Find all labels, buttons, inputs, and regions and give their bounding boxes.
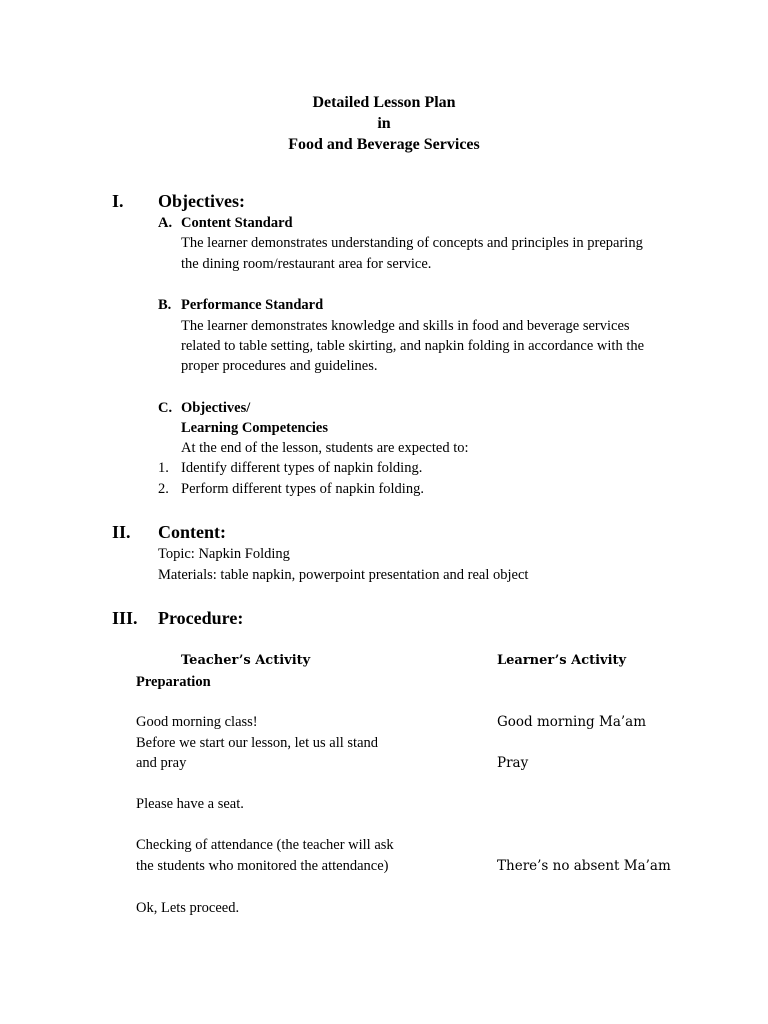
section-number-content: II.: [112, 522, 131, 542]
competencies-intro: At the end of the lesson, students are expected to:: [181, 440, 469, 456]
content-standard-text: the dining room/restaurant area for service.: [181, 256, 432, 272]
section-heading-objectives: Objectives:: [158, 191, 245, 211]
learner-line: Pray: [497, 755, 529, 771]
teacher-line: Ok, Lets proceed.: [136, 900, 240, 916]
subsection-letter-a: A.: [158, 215, 173, 231]
section-number-objectives: I.: [112, 191, 124, 211]
section-heading-content: Content:: [158, 522, 226, 542]
teacher-line: the students who monitored the attendance): [136, 858, 389, 874]
teacher-line: and pray: [136, 755, 187, 771]
list-item-number: 1.: [158, 460, 169, 476]
content-materials: Materials: table napkin, powerpoint presentation and real object: [158, 567, 529, 583]
doc-title-line-3: Food and Beverage Services: [288, 136, 480, 153]
performance-standard-text: related to table setting, table skirting, and napkin folding in accordance with the: [181, 338, 645, 354]
teacher-line: Checking of attendance (the teacher will ask: [136, 837, 394, 853]
subsection-heading-content-standard: Content Standard: [181, 215, 293, 231]
subsection-heading-objectives: Objectives/: [181, 400, 251, 416]
learner-line: Good morning Ma’am: [497, 714, 647, 730]
teacher-activity-header: Teacher’s Activity: [181, 653, 311, 668]
subsection-letter-c: C.: [158, 400, 173, 416]
content-standard-text: The learner demonstrates understanding of concepts and principles in preparing: [181, 235, 643, 251]
teacher-line: Good morning class!: [136, 714, 258, 730]
subsection-letter-b: B.: [158, 297, 172, 313]
list-item-number: 2.: [158, 481, 169, 497]
preparation-heading: Preparation: [136, 674, 211, 690]
section-heading-procedure: Procedure:: [158, 608, 244, 628]
teacher-line: Please have a seat.: [136, 796, 244, 812]
doc-title-line-2: in: [377, 115, 391, 132]
performance-standard-text: The learner demonstrates knowledge and skills in food and beverage services: [181, 318, 630, 334]
learner-activity-header: Learner’s Activity: [497, 653, 627, 668]
teacher-line: Before we start our lesson, let us all stand: [136, 735, 379, 751]
subsection-heading-performance-standard: Performance Standard: [181, 297, 324, 313]
list-item: Perform different types of napkin folding.: [181, 481, 424, 497]
performance-standard-text: proper procedures and guidelines.: [181, 358, 378, 374]
list-item: Identify different types of napkin folding.: [181, 460, 423, 476]
learner-line: There’s no absent Ma’am: [497, 858, 671, 874]
subsection-heading-learning-competencies: Learning Competencies: [181, 420, 328, 436]
doc-title-line-1: Detailed Lesson Plan: [312, 94, 456, 111]
content-topic: Topic: Napkin Folding: [158, 546, 290, 562]
section-number-procedure: III.: [112, 608, 138, 628]
